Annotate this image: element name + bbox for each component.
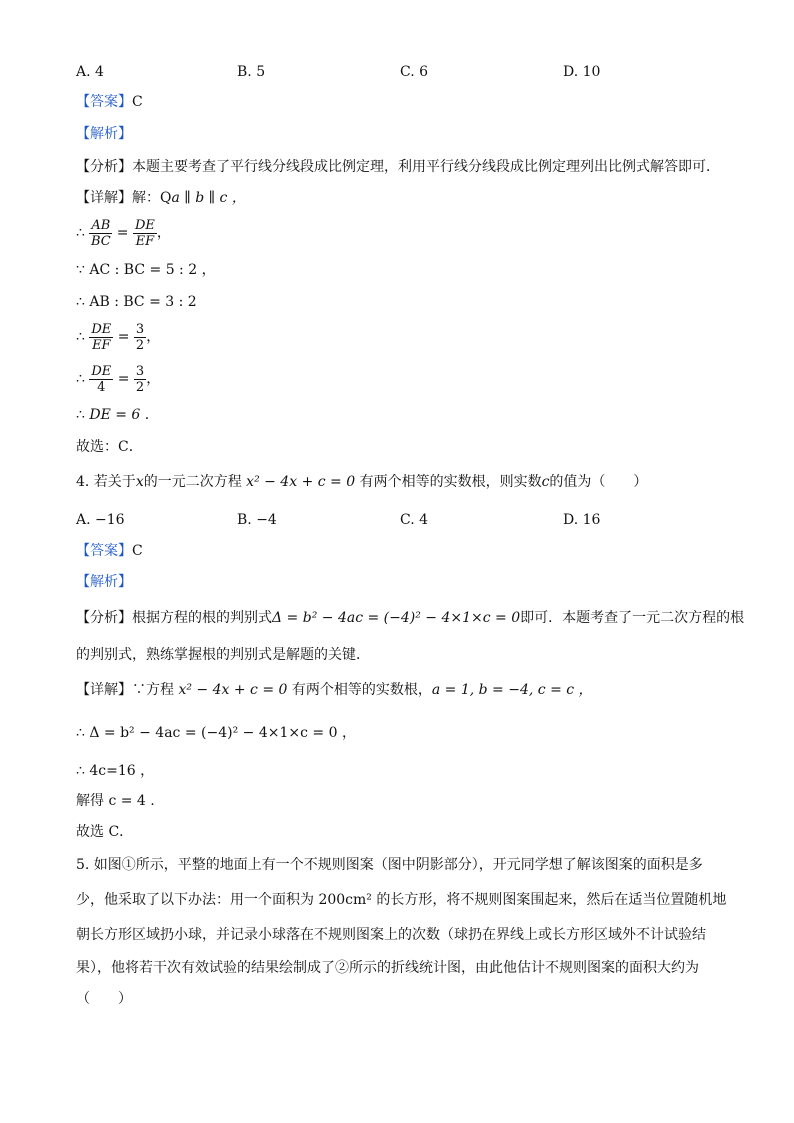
detail-values: a = 1, b = −4, c = c ， bbox=[431, 682, 593, 698]
detail-mid: 有两个相等的实数根， bbox=[291, 682, 432, 698]
q3-option-b: B. 5 bbox=[237, 64, 266, 80]
q5-line5: （ ） bbox=[76, 991, 132, 1007]
stem-pre: 4. 若关于 bbox=[76, 474, 136, 490]
denominator: 2 bbox=[135, 337, 145, 353]
detail-equation: x² − 4x + c = 0 bbox=[178, 682, 288, 698]
q5-line2: 少，他采取了以下办法：用一个面积为 200cm² 的长方形，将不规则图案围起来，然后在适当位置随机地 bbox=[76, 892, 727, 908]
q4-fenxi-line2: 的判别式，熟练掌握根的判别式是解题的关键． bbox=[76, 647, 370, 663]
analysis-tag: 【解析】 bbox=[76, 126, 132, 142]
therefore-symbol: ∴ bbox=[76, 371, 90, 387]
q4-detail-line bbox=[76, 680, 593, 700]
answer-tag: 【答案】 bbox=[76, 543, 132, 559]
q4-answer-line bbox=[76, 541, 143, 561]
answer-value: C bbox=[132, 94, 143, 110]
answer-tag: 【答案】 bbox=[76, 94, 132, 110]
q3-option-a: A. 4 bbox=[76, 64, 104, 80]
stem-equation: x² − 4x + c = 0 bbox=[246, 474, 356, 490]
q3-analysis-tag bbox=[76, 124, 132, 144]
answer-value: C bbox=[132, 543, 143, 559]
q3-answer-line bbox=[76, 92, 143, 112]
denominator: EF bbox=[92, 337, 111, 353]
stem-x: x bbox=[135, 474, 144, 490]
fraction-3-2 bbox=[134, 322, 146, 353]
step6-text: DE = 6 . bbox=[89, 407, 150, 423]
q3-conclusion: 故选：C． bbox=[76, 439, 143, 455]
q3-step6 bbox=[76, 405, 149, 425]
q3-fenxi-line bbox=[76, 157, 720, 177]
stem-end: 的值为（ ） bbox=[549, 474, 648, 490]
q3-option-c: C. 6 bbox=[400, 64, 429, 80]
fraction-de-ef bbox=[133, 218, 157, 249]
fenxi-pre: 根据方程的根的判别式 bbox=[132, 610, 272, 626]
q3-step3: ∴ AB : BC = 3 : 2 bbox=[76, 294, 197, 310]
q3-detail-line bbox=[76, 188, 246, 208]
q4-step1: ∴ Δ = b² − 4ac = (−4)² − 4×1×c = 0 ， bbox=[76, 725, 356, 741]
fenxi-tag: 【分析】 bbox=[76, 610, 132, 626]
q5-line4: 果），他将若干次有效试验的结果绘制成了②所示的折线统计图，由此他估计不规则图案的面积大约为 bbox=[76, 960, 699, 976]
detail-pre: ∵方程 bbox=[132, 682, 174, 698]
stem-mid: 的一元二次方程 bbox=[143, 474, 242, 490]
q4-option-a: A. −16 bbox=[76, 512, 125, 528]
stem-c: c bbox=[541, 474, 550, 490]
denominator: 2 bbox=[135, 379, 145, 395]
fraction-de-ef bbox=[89, 322, 113, 353]
numerator: 3 bbox=[135, 321, 145, 337]
q3-step2: ∵ AC : BC = 5 : 2 ， bbox=[76, 262, 216, 278]
therefore-symbol: ∴ bbox=[76, 407, 90, 423]
q4-stem bbox=[76, 472, 647, 492]
denominator: BC bbox=[90, 233, 111, 249]
detail-intro: 解：Q bbox=[132, 190, 172, 206]
q4-analysis-tag bbox=[76, 572, 132, 592]
q4-step2: ∴ 4c=16 ， bbox=[76, 763, 155, 779]
numerator: DE bbox=[91, 321, 112, 337]
q5-line3: 朝长方形区域扔小球，并记录小球落在不规则图案上的次数（球扔在界线上或长方形区域外不计试验结 bbox=[76, 927, 706, 943]
detail-tag: 【详解】 bbox=[76, 682, 132, 698]
numerator: DE bbox=[91, 363, 112, 379]
q4-step3: 解得 c = 4 . bbox=[76, 793, 155, 809]
therefore-symbol: ∴ bbox=[76, 329, 90, 345]
detail-tag: 【详解】 bbox=[76, 190, 132, 206]
denominator: 4 bbox=[97, 379, 106, 395]
q4-fenxi-line bbox=[76, 608, 744, 628]
numerator: DE bbox=[134, 217, 155, 233]
denominator: EF bbox=[135, 233, 155, 249]
numerator: 3 bbox=[135, 363, 145, 379]
fraction-3-2 bbox=[134, 364, 146, 395]
fenxi-tag: 【分析】 bbox=[76, 159, 132, 175]
fenxi-equation: Δ = b² − 4ac = (−4)² − 4×1×c = 0 bbox=[272, 610, 521, 626]
q4-conclusion: 故选 C． bbox=[76, 824, 134, 840]
numerator: AB bbox=[91, 217, 111, 233]
q3-step4: ∴ $\frac{DE}{EF}$ = $\frac{3}{2}$ ， bbox=[76, 321, 161, 353]
q4-option-d: D. 16 bbox=[563, 512, 601, 528]
q3-step5: ∴ $\frac{DE}{4}$ = $\frac{3}{2}$ ， bbox=[76, 363, 161, 395]
q3-step1: ∴ $\frac{AB}{BC}$ = $\frac{DE}{EF}$ ， bbox=[76, 217, 171, 249]
fraction-ab-bc bbox=[89, 218, 112, 249]
fenxi-text: 本题主要考查了平行线分线段成比例定理，利用平行线分线段成比例定理列出比例式解答即可． bbox=[132, 159, 720, 175]
q4-option-c: C. 4 bbox=[400, 512, 429, 528]
stem-post: 有两个相等的实数根，则实数 bbox=[359, 474, 542, 490]
therefore-symbol: ∴ bbox=[76, 225, 90, 241]
fenxi-post: 即可．本题考查了一元二次方程的根 bbox=[520, 610, 745, 626]
fraction-de-4 bbox=[89, 364, 113, 395]
detail-parallel: a ∥ b ∥ c ， bbox=[171, 190, 246, 206]
analysis-tag: 【解析】 bbox=[76, 574, 132, 590]
q4-option-b: B. −4 bbox=[237, 512, 277, 528]
q5-line1: 5. 如图①所示，平整的地面上有一个不规则图案（图中阴影部分），开元同学想了解该图案的面积是多 bbox=[76, 857, 703, 873]
q3-option-d: D. 10 bbox=[563, 64, 601, 80]
